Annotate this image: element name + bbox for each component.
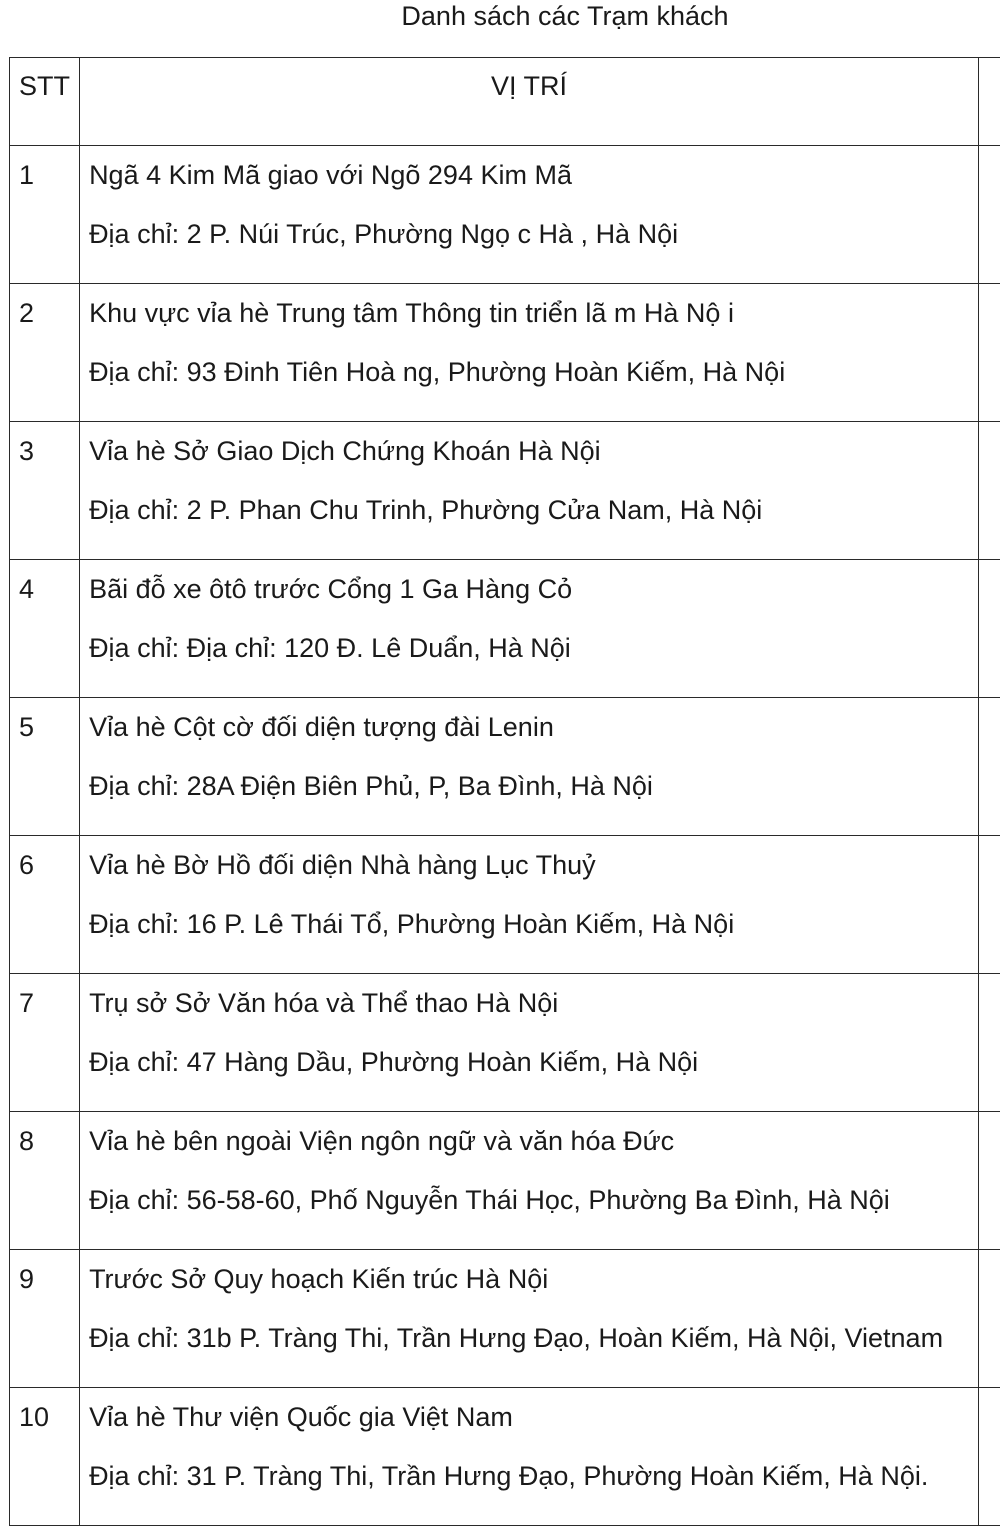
row-number: 7 xyxy=(10,974,80,1112)
stations-table xyxy=(9,57,1000,1526)
header-location: VỊ TRÍ xyxy=(80,58,979,146)
extra-cell xyxy=(978,284,1000,422)
row-number: 10 xyxy=(10,1388,80,1526)
row-number: 6 xyxy=(10,836,80,974)
location-cell xyxy=(80,974,979,1112)
table-row xyxy=(10,1112,1000,1250)
row-number: 9 xyxy=(10,1250,80,1388)
extra-cell xyxy=(978,146,1000,284)
row-number: 2 xyxy=(10,284,80,422)
location-address: Địa chỉ: 31 P. Tràng Thi, Trần Hưng Đạo, Phường Hoàn Kiếm, Hà Nội. xyxy=(89,1461,929,1491)
location-cell xyxy=(80,1388,979,1526)
row-number: 3 xyxy=(10,422,80,560)
table-row xyxy=(10,146,1000,284)
table-body xyxy=(10,146,1000,1526)
page-title: Danh sách các Trạm khách xyxy=(401,1,729,31)
location-address: Địa chỉ: 47 Hàng Dầu, Phường Hoàn Kiếm, Hà Nội xyxy=(89,1047,699,1077)
extra-cell xyxy=(978,1388,1000,1526)
location-name: Vỉa hè Thư viện Quốc gia Việt Nam xyxy=(89,1402,513,1432)
row-number: 1 xyxy=(10,146,80,284)
table-row xyxy=(10,422,1000,560)
location-name: Vỉa hè Bờ Hồ đối diện Nhà hàng Lục Thuỷ xyxy=(89,850,596,880)
table-row xyxy=(10,1250,1000,1388)
location-cell xyxy=(80,698,979,836)
header-extra xyxy=(978,58,1000,146)
location-name: Trụ sở Sở Văn hóa và Thể thao Hà Nội xyxy=(89,988,559,1018)
location-name: Khu vực vỉa hè Trung tâm Thông tin triển lã m Hà Nộ i xyxy=(89,298,734,328)
location-name: Vỉa hè Cột cờ đối diện tượng đài Lenin xyxy=(89,712,554,742)
table-row xyxy=(10,698,1000,836)
extra-cell xyxy=(978,836,1000,974)
table-row xyxy=(10,284,1000,422)
table-header-row xyxy=(10,58,1000,146)
location-address: Địa chỉ: 28A Điện Biên Phủ, P, Ba Đình, Hà Nội xyxy=(89,771,653,801)
table-row xyxy=(10,974,1000,1112)
location-address: Địa chỉ: 56-58-60, Phố Nguyễn Thái Học, Phường Ba Đình, Hà Nội xyxy=(89,1185,890,1215)
row-number: 8 xyxy=(10,1112,80,1250)
location-address: Địa chỉ: 2 P. Núi Trúc, Phường Ngọ c Hà , Hà Nội xyxy=(89,219,679,249)
table-row xyxy=(10,560,1000,698)
location-address: Địa chỉ: 2 P. Phan Chu Trinh, Phường Cửa Nam, Hà Nội xyxy=(89,495,763,525)
extra-cell xyxy=(978,974,1000,1112)
location-cell xyxy=(80,146,979,284)
location-address: Địa chỉ: Địa chỉ: 120 Đ. Lê Duẩn, Hà Nội xyxy=(89,633,571,663)
header-stt: STT xyxy=(10,58,80,146)
location-address: Địa chỉ: 16 P. Lê Thái Tổ, Phường Hoàn Kiếm, Hà Nội xyxy=(89,909,735,939)
location-address: Địa chỉ: 93 Đinh Tiên Hoà ng, Phường Hoàn Kiếm, Hà Nội xyxy=(89,357,786,387)
location-name: Trước Sở Quy hoạch Kiến trúc Hà Nội xyxy=(89,1264,549,1294)
location-address: Địa chỉ: 31b P. Tràng Thi, Trần Hưng Đạo, Hoàn Kiếm, Hà Nội, Vietnam xyxy=(89,1323,944,1353)
location-cell xyxy=(80,560,979,698)
table-row xyxy=(10,836,1000,974)
extra-cell xyxy=(978,1112,1000,1250)
extra-cell xyxy=(978,422,1000,560)
table-row xyxy=(10,1388,1000,1526)
location-name: Bãi đỗ xe ôtô trước Cổng 1 Ga Hàng Cỏ xyxy=(89,574,573,604)
location-cell xyxy=(80,422,979,560)
location-cell xyxy=(80,1250,979,1388)
location-name: Vỉa hè bên ngoài Viện ngôn ngữ và văn hóa Đức xyxy=(89,1126,675,1156)
location-cell xyxy=(80,836,979,974)
location-cell xyxy=(80,284,979,422)
extra-cell xyxy=(978,698,1000,836)
row-number: 5 xyxy=(10,698,80,836)
extra-cell xyxy=(978,1250,1000,1388)
row-number: 4 xyxy=(10,560,80,698)
location-name: Vỉa hè Sở Giao Dịch Chứng Khoán Hà Nội xyxy=(89,436,601,466)
extra-cell xyxy=(978,560,1000,698)
location-name: Ngã 4 Kim Mã giao với Ngõ 294 Kim Mã xyxy=(89,160,572,190)
location-cell xyxy=(80,1112,979,1250)
